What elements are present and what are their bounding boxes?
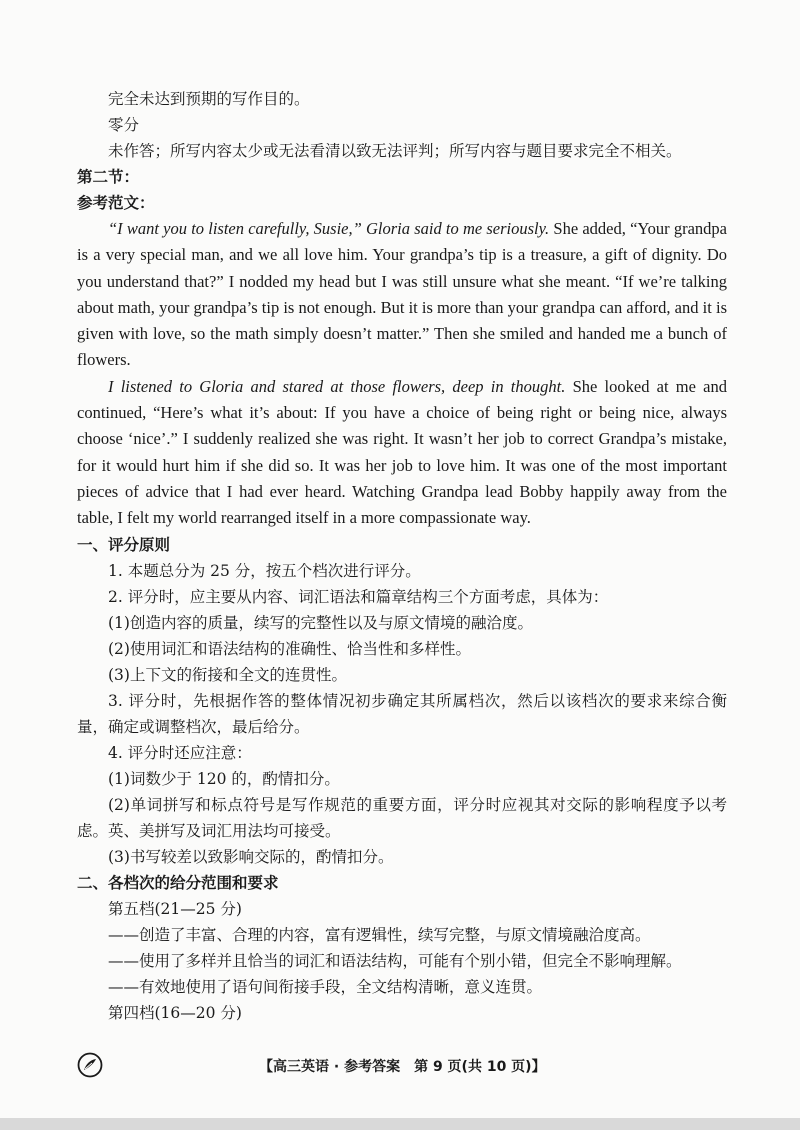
principle-item: (2)单词拼写和标点符号是写作规范的重要方面，评分时应视其对交际的影响程度予以考虑。英、美拼写及词汇用法均可接受。 (77, 795, 727, 840)
paragraph-text: She looked at me and continued, “Here’s what it’s about: If you have a choice of being right or being nice, always choose ‘nice’.” I suddenly realized she was right. It wasn’t her job to correct Grandpa’s mistake, for it would hurt him if she did so. It was her job to love him. It was one of the most important pieces of advice that I had ever heard. Watching Grandpa lead Bobby happily away from the table, I felt my world rearranged itself in a more compassionate way. (77, 376, 727, 528)
sample-essay-paragraph-1 (77, 216, 727, 374)
italic-opening-sentence: “I want you to listen carefully, Susie,” Gloria said to me seriously. (108, 219, 550, 238)
publisher-logo-icon (77, 1052, 103, 1078)
band-title: 第四档(16—20 分) (108, 1003, 242, 1022)
italic-opening-sentence: I listened to Gloria and stared at those flowers, deep in thought. (108, 376, 566, 396)
section-heading: 第二节： (77, 167, 140, 186)
page-footer (77, 1052, 727, 1082)
text-line: 未作答；所写内容太少或无法看清以致无法评判；所写内容与题目要求完全不相关。 (108, 142, 682, 160)
principles-heading: 一、评分原则 (77, 534, 171, 554)
sample-essay-heading: 参考范文： (77, 193, 155, 212)
text-line: 完全未达到预期的写作目的。 (108, 90, 310, 108)
band-requirement: ——创造了丰富、合理的内容，富有逻辑性，续写完整，与原文情境融洽度高。 (108, 925, 651, 944)
principle-item: (1)创造内容的质量，续写的完整性以及与原文情境的融洽度。 (108, 613, 533, 632)
principle-item: (3)书写较差以致影响交际的，酌情扣分。 (108, 847, 394, 866)
band-requirement: ——有效地使用了语句间衔接手段，全文结构清晰，意义连贯。 (108, 977, 543, 996)
principle-item: 1. 本题总分为 25 分，按五个档次进行评分。 (108, 561, 421, 580)
principle-item: (2)使用词汇和语法结构的准确性、恰当性和多样性。 (108, 639, 471, 658)
principle-item: 2. 评分时，应主要从内容、词汇语法和篇章结构三个方面考虑，具体为： (108, 587, 609, 606)
principle-item: (3)上下文的衔接和全文的连贯性。 (108, 665, 347, 684)
principle-item: (1)词数少于 120 的，酌情扣分。 (108, 769, 340, 788)
text-line: 零分 (108, 116, 140, 134)
bottom-edge (0, 1118, 800, 1130)
principle-item: 3. 评分时，先根据作答的整体情况初步确定其所属档次，然后以该档次的要求来综合衡量，确定或调整档次，最后给分。 (77, 691, 727, 736)
bands-heading: 二、各档次的给分范围和要求 (77, 872, 279, 892)
sample-essay-paragraph-2 (77, 374, 727, 532)
answer-key-content (77, 86, 727, 1026)
band-requirement: ——使用了多样并且恰当的词汇和语法结构，可能有个别小错，但完全不影响理解。 (108, 951, 682, 970)
footer-page-info: 【高三英语 · 参考答案 第 9 页(共 10 页)】 (259, 1059, 546, 1075)
principle-item: 4. 评分时还应注意： (108, 743, 252, 762)
paragraph-text: She added, “Your grandpa is a very special man, and we all love him. Your grandpa’s tip is a treasure, a gift of dignity. Do you understand that?” I nodded my head but I was still unsure what she meant. “If we’re talking about math, your grandpa’s tip is not enough. But it is more than your grandpa can afford, and it is given with love, so the math simply doesn’t matter.” Then she smiled and handed me a bunch of flowers. (77, 219, 728, 370)
band-title: 第五档(21—25 分) (108, 899, 242, 918)
